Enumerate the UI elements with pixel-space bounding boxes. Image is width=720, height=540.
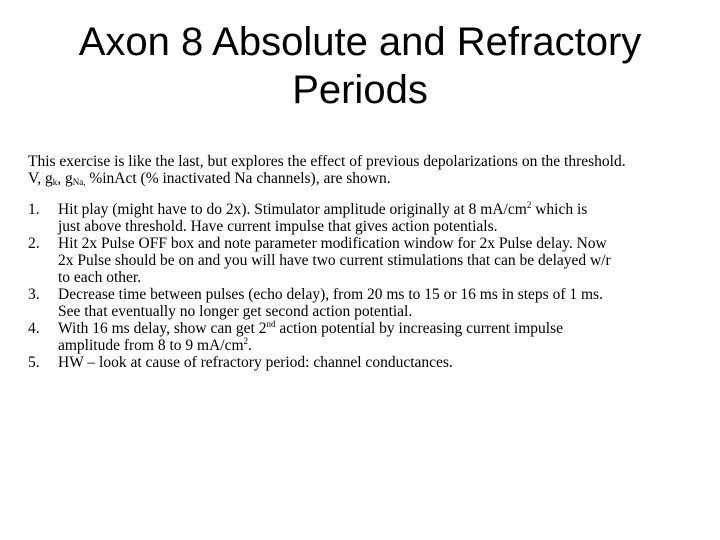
step-2-line-2: 2x Pulse should be on and you will have two current stimulations that can be delayed w/r	[58, 252, 611, 269]
steps-list	[28, 201, 708, 371]
step-text	[58, 201, 708, 235]
step-3-line-2: See that eventually no longer get second action potential.	[58, 303, 413, 320]
list-item	[28, 286, 708, 320]
step-1-line-1a: Hit play (might have to do 2x). Stimulator amplitude originally at 8 mA/cm	[58, 201, 527, 218]
step-1-line-2: just above threshold. Have current impulse that gives action potentials.	[58, 218, 498, 235]
step-2-line-1: Hit 2x Pulse OFF box and note parameter modification window for 2x Pulse delay. Now	[58, 235, 607, 252]
intro-paragraph	[28, 153, 708, 187]
step-number: 3.	[28, 286, 40, 303]
step-1-line-1	[58, 201, 708, 218]
superscript: 2	[526, 200, 532, 210]
slide-title	[0, 18, 720, 114]
list-item	[28, 320, 708, 354]
list-item	[28, 201, 708, 235]
step-4-line-1a: With 16 ms delay, show can get 2	[58, 320, 267, 337]
step-1-line-1b: which is	[531, 201, 588, 218]
step-number: 4.	[28, 320, 40, 337]
step-3-line-1: Decrease time between pulses (echo delay), from 20 ms to 15 or 16 ms in steps of 1 ms.	[58, 286, 603, 303]
intro-k-subscript: k	[52, 177, 58, 187]
step-text	[58, 320, 708, 354]
step-5-line-1: HW – look at cause of refractory period: channel conductances.	[58, 354, 453, 371]
intro-rest: %inAct (% inactivated Na channels), are shown.	[85, 170, 391, 187]
slide-title-line-1: Axon 8 Absolute and Refractory	[78, 20, 642, 64]
superscript: nd	[266, 319, 276, 329]
intro-line-1: This exercise is like the last, but explores the effect of previous depolarizations on the threshold.	[28, 153, 626, 170]
intro-v: V, g	[28, 170, 53, 187]
step-text	[58, 235, 708, 286]
step-number: 5.	[28, 354, 40, 371]
step-number: 2.	[28, 235, 40, 252]
intro-na-subscript: Na,	[72, 177, 86, 187]
list-item	[28, 354, 708, 371]
intro-sep: , g	[57, 170, 73, 187]
superscript: 2	[243, 336, 249, 346]
step-4-line-2b: .	[248, 337, 252, 354]
step-text	[58, 354, 708, 371]
list-item	[28, 235, 708, 286]
slide-title-line-2: Periods	[292, 68, 428, 112]
step-4-line-2	[58, 337, 708, 354]
slide-body	[28, 153, 708, 371]
step-4-line-1b: action potential by increasing current impulse	[275, 320, 563, 337]
intro-line-2	[28, 170, 708, 187]
step-text	[58, 286, 708, 320]
step-4-line-2a: amplitude from 8 to 9 mA/cm	[58, 337, 244, 354]
step-4-line-1	[58, 320, 708, 337]
step-number: 1.	[28, 201, 40, 218]
step-2-line-3: to each other.	[58, 269, 142, 286]
